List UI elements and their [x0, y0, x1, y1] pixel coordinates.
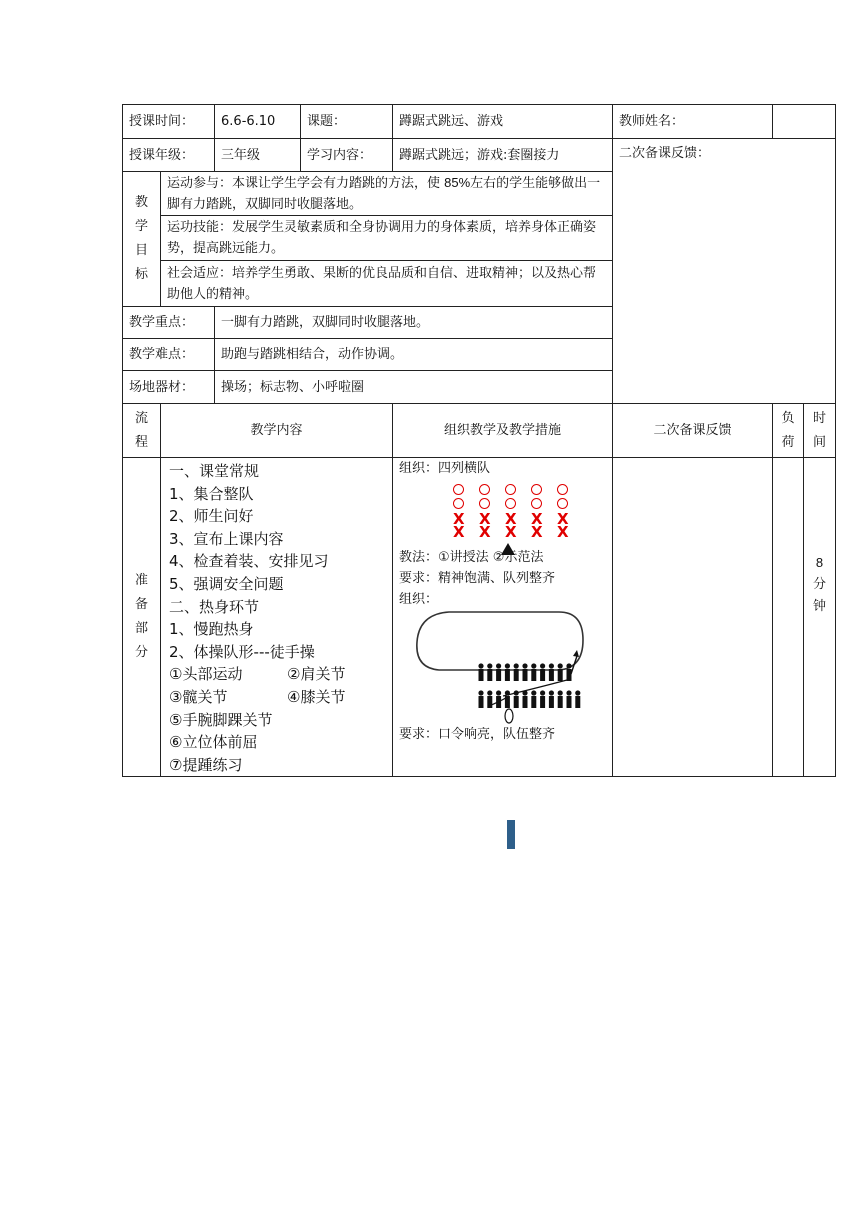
grade-value: 三年级	[215, 139, 301, 172]
student-figure-body	[549, 669, 554, 681]
prep-load	[773, 458, 804, 777]
prep-content-line: ⑤手腕脚踝关节	[169, 710, 273, 729]
student-circle-mark	[505, 498, 516, 509]
student-figure-body	[523, 696, 528, 708]
prep-time: 8 分 钟	[804, 458, 836, 777]
student-figure-head	[566, 663, 571, 668]
student-circle-mark	[453, 498, 464, 509]
key-points-value: 一脚有力踏跳，双脚同时收腿落地。	[215, 307, 613, 339]
student-figure-head	[540, 663, 545, 668]
student-figure-head	[558, 690, 563, 695]
student-circle-mark	[453, 484, 464, 495]
student-figure-body	[531, 696, 536, 708]
student-figure-head	[496, 690, 501, 695]
prep-content-line: 二、热身环节	[169, 597, 260, 616]
prep-pair-2: ③髋关节 ④膝关节	[169, 687, 346, 706]
requirement-2: 要求：口令响亮，队伍整齐	[399, 727, 556, 742]
student-cross-mark: X	[531, 523, 543, 541]
objective-social: 社会适应：培养学生勇敢、果断的优良品质和自信、进取精神；以及热心帮助他人的精神。	[161, 261, 613, 307]
prep-content-line: 2、师生问好	[169, 507, 254, 526]
student-circle-mark	[531, 498, 542, 509]
student-circle-mark	[557, 484, 568, 495]
time-label: 授课时间：	[123, 105, 215, 139]
student-figure-body	[575, 696, 580, 708]
prep-content	[161, 458, 393, 777]
col-feedback: 二次备课反馈	[613, 404, 773, 458]
student-figure-head	[496, 663, 501, 668]
col-organization: 组织教学及教学措施	[393, 404, 613, 458]
student-cross-mark: X	[557, 510, 569, 528]
student-figure-body	[558, 696, 563, 708]
prep-content-line: 1、集合整队	[169, 484, 254, 503]
student-figure-body	[558, 669, 563, 681]
prep-content-line: ⑦提踵练习	[169, 755, 243, 774]
student-cross-mark: X	[505, 510, 517, 528]
student-figure-body	[479, 669, 484, 681]
teacher-triangle-mark	[501, 543, 515, 555]
student-figure-head	[487, 663, 492, 668]
student-figure-head	[505, 663, 510, 668]
col-load: 负 荷	[773, 404, 804, 458]
difficulty-label: 教学难点：	[123, 339, 215, 371]
teaching-method: 教法：①讲授法 ②示范法	[399, 550, 544, 565]
student-figure-head	[478, 690, 483, 695]
student-figure-body	[523, 669, 528, 681]
student-figure-head	[549, 690, 554, 695]
equipment-value: 操场；标志物、小呼啦圈	[215, 371, 613, 404]
prep-content-line: 1、慢跑热身	[169, 620, 254, 639]
student-cross-mark: X	[557, 523, 569, 541]
grade-label: 授课年级：	[123, 139, 215, 172]
content-value: 蹲踞式跳远；游戏:套圈接力	[393, 139, 613, 172]
student-figure-body	[567, 669, 572, 681]
student-figure-body	[487, 669, 492, 681]
objective-skills: 运功技能：发展学生灵敏素质和全身协调用力的身体素质，培养身体正确姿势，提高跳远能力。	[161, 216, 613, 261]
prep-content-line: 4、检查着装、安排见习	[169, 552, 329, 571]
student-figure-head	[514, 663, 519, 668]
student-figure-body	[496, 669, 501, 681]
student-figure-body	[505, 669, 510, 681]
student-figure-head	[575, 690, 580, 695]
prep-organization	[393, 458, 613, 777]
student-figure-head	[540, 690, 545, 695]
student-figure-head	[531, 663, 536, 668]
student-figure-body	[540, 696, 545, 708]
lesson-plan-table	[122, 104, 836, 777]
student-cross-mark: X	[453, 510, 465, 528]
key-points-label: 教学重点：	[123, 307, 215, 339]
student-figure-head	[566, 690, 571, 695]
teacher-label: 教师姓名：	[613, 105, 773, 139]
student-figure-body	[540, 669, 545, 681]
col-content: 教学内容	[161, 404, 393, 458]
student-figure-head	[478, 663, 483, 668]
teacher-value	[773, 105, 836, 139]
prep-content-line: 3、宣布上课内容	[169, 529, 284, 548]
prep-content-line: 5、强调安全问题	[169, 574, 284, 593]
student-cross-mark: X	[505, 523, 517, 541]
student-figure-head	[522, 663, 527, 668]
student-circle-mark	[479, 498, 490, 509]
objectives-label: 教 学 目 标	[123, 172, 161, 307]
student-circle-mark	[557, 498, 568, 509]
student-figure-body	[531, 669, 536, 681]
prep-content-line: 一、课堂常规	[169, 462, 260, 480]
student-figure-body	[549, 696, 554, 708]
time-value: 6.6-6.10	[215, 105, 301, 139]
feedback-label: 二次备课反馈：	[619, 146, 711, 161]
student-figure-body	[514, 696, 519, 708]
student-figure-head	[549, 663, 554, 668]
prep-content-line: ⑥立位体前屈	[169, 733, 258, 752]
feedback-area	[613, 139, 836, 404]
topic-value: 蹲踞式跳远、游戏	[393, 105, 613, 139]
col-time: 时 间	[804, 404, 836, 458]
objective-participation: 运动参与：本课让学生学会有力踏跳的方法，使 85%左右的学生能够做出一脚有力踏跳，双脚同时收腿落地。	[161, 172, 613, 216]
stage-prep: 准 备 部 分	[123, 458, 161, 777]
student-circle-mark	[479, 484, 490, 495]
running-diagram	[399, 610, 606, 724]
student-cross-mark: X	[479, 510, 491, 528]
formation-diagram	[399, 479, 606, 545]
requirement-1: 要求：精神饱满、队列整齐	[399, 571, 556, 586]
student-cross-mark: X	[479, 523, 491, 541]
prep-content-line: 2、体操队形---徒手操	[169, 642, 315, 661]
student-cross-mark: X	[531, 510, 543, 528]
prep-feedback	[613, 458, 773, 777]
content-label: 学习内容：	[301, 139, 393, 172]
student-figure-head	[558, 663, 563, 668]
student-circle-mark	[531, 484, 542, 495]
student-figure-head	[531, 690, 536, 695]
prep-pair-1: ①头部运动 ②肩关节	[169, 665, 346, 684]
col-flow: 流 程	[123, 404, 161, 458]
prep-content-lines	[169, 460, 384, 663]
org-formation-label: 组织：四列横队	[399, 461, 491, 476]
topic-label: 课题：	[301, 105, 393, 139]
student-cross-mark: X	[453, 523, 465, 541]
prep-tail-lines	[169, 709, 384, 777]
page-marker-bar	[507, 820, 515, 849]
student-figure-body	[567, 696, 572, 708]
student-figure-body	[514, 669, 519, 681]
student-figure-body	[479, 696, 484, 708]
equipment-label: 场地器材：	[123, 371, 215, 404]
difficulty-value: 助跑与踏跳相结合，动作协调。	[215, 339, 613, 371]
org-run-label: 组织：	[399, 592, 439, 607]
student-figure-head	[487, 690, 492, 695]
student-circle-mark	[505, 484, 516, 495]
running-track-svg	[399, 610, 607, 724]
